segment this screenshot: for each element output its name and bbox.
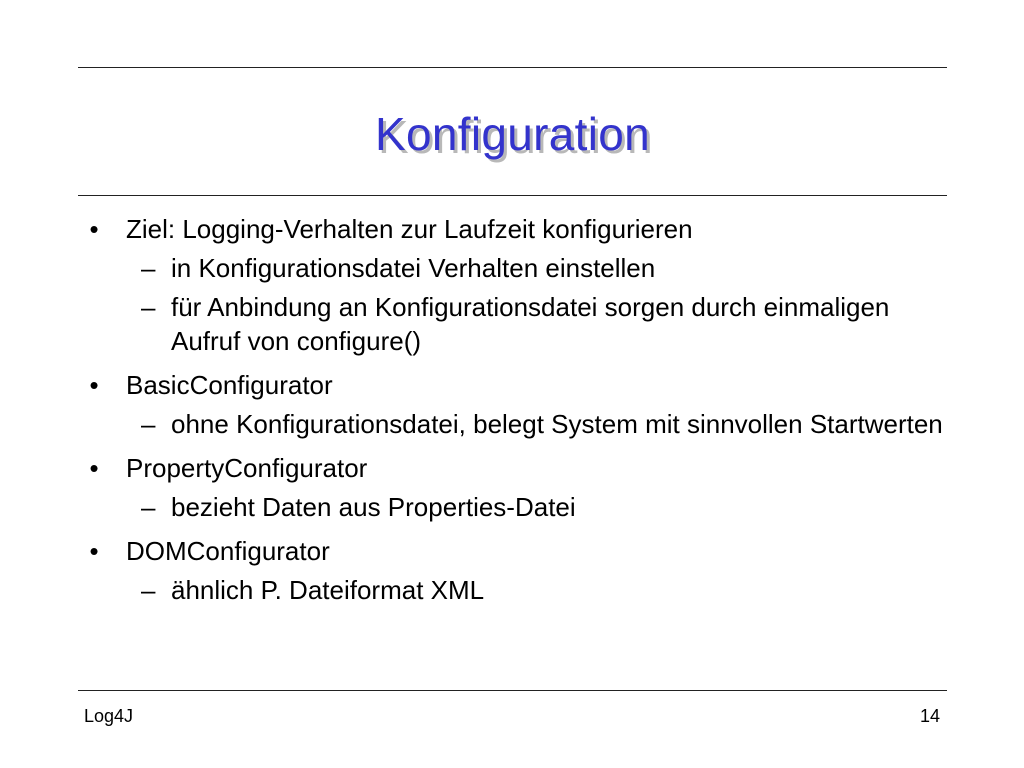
sub-bullet-text: ähnlich P. Dateiformat XML bbox=[171, 575, 485, 605]
dash-icon: – bbox=[141, 492, 156, 522]
sub-bullet-item bbox=[84, 490, 964, 524]
dash-icon: – bbox=[141, 253, 156, 283]
bullet-icon: • bbox=[89, 453, 99, 483]
bullet-text: BasicConfigurator bbox=[126, 370, 333, 400]
sub-bullet-item bbox=[84, 290, 964, 358]
bullet-icon: • bbox=[89, 214, 99, 244]
bullet-icon: • bbox=[89, 536, 99, 566]
bullet-text: DOMConfigurator bbox=[126, 536, 330, 566]
dash-icon: – bbox=[141, 575, 156, 605]
sub-bullet-item bbox=[84, 407, 964, 441]
top-divider bbox=[78, 67, 947, 68]
bullet-item bbox=[84, 212, 964, 246]
dash-icon: – bbox=[141, 409, 156, 439]
footer-divider bbox=[78, 690, 947, 691]
dash-icon: – bbox=[141, 292, 156, 322]
sub-bullet-text: bezieht Daten aus Properties-Datei bbox=[171, 492, 576, 522]
bullet-item bbox=[84, 534, 964, 568]
title-divider bbox=[78, 195, 947, 196]
sub-bullet-text: ohne Konfigurationsdatei, belegt System mit sinnvollen Startwerten bbox=[171, 409, 943, 439]
sub-bullet-item bbox=[84, 573, 964, 607]
bullet-text: Ziel: Logging-Verhalten zur Laufzeit konfigurieren bbox=[126, 214, 693, 244]
sub-bullet-text: für Anbindung an Konfigurationsdatei sorgen durch einmaligen Aufruf von configure() bbox=[171, 292, 890, 356]
page-number: 14 bbox=[919, 706, 940, 726]
sub-bullet-item bbox=[84, 251, 964, 285]
bullet-text: PropertyConfigurator bbox=[126, 453, 368, 483]
sub-bullet-text: in Konfigurationsdatei Verhalten einstellen bbox=[171, 253, 656, 283]
bullet-icon: • bbox=[89, 370, 99, 400]
bullet-item bbox=[84, 451, 964, 485]
slide-title: Konfiguration bbox=[375, 108, 650, 160]
bullet-item bbox=[84, 368, 964, 402]
slide-content bbox=[84, 212, 964, 607]
footer-title: Log4J bbox=[84, 706, 134, 726]
